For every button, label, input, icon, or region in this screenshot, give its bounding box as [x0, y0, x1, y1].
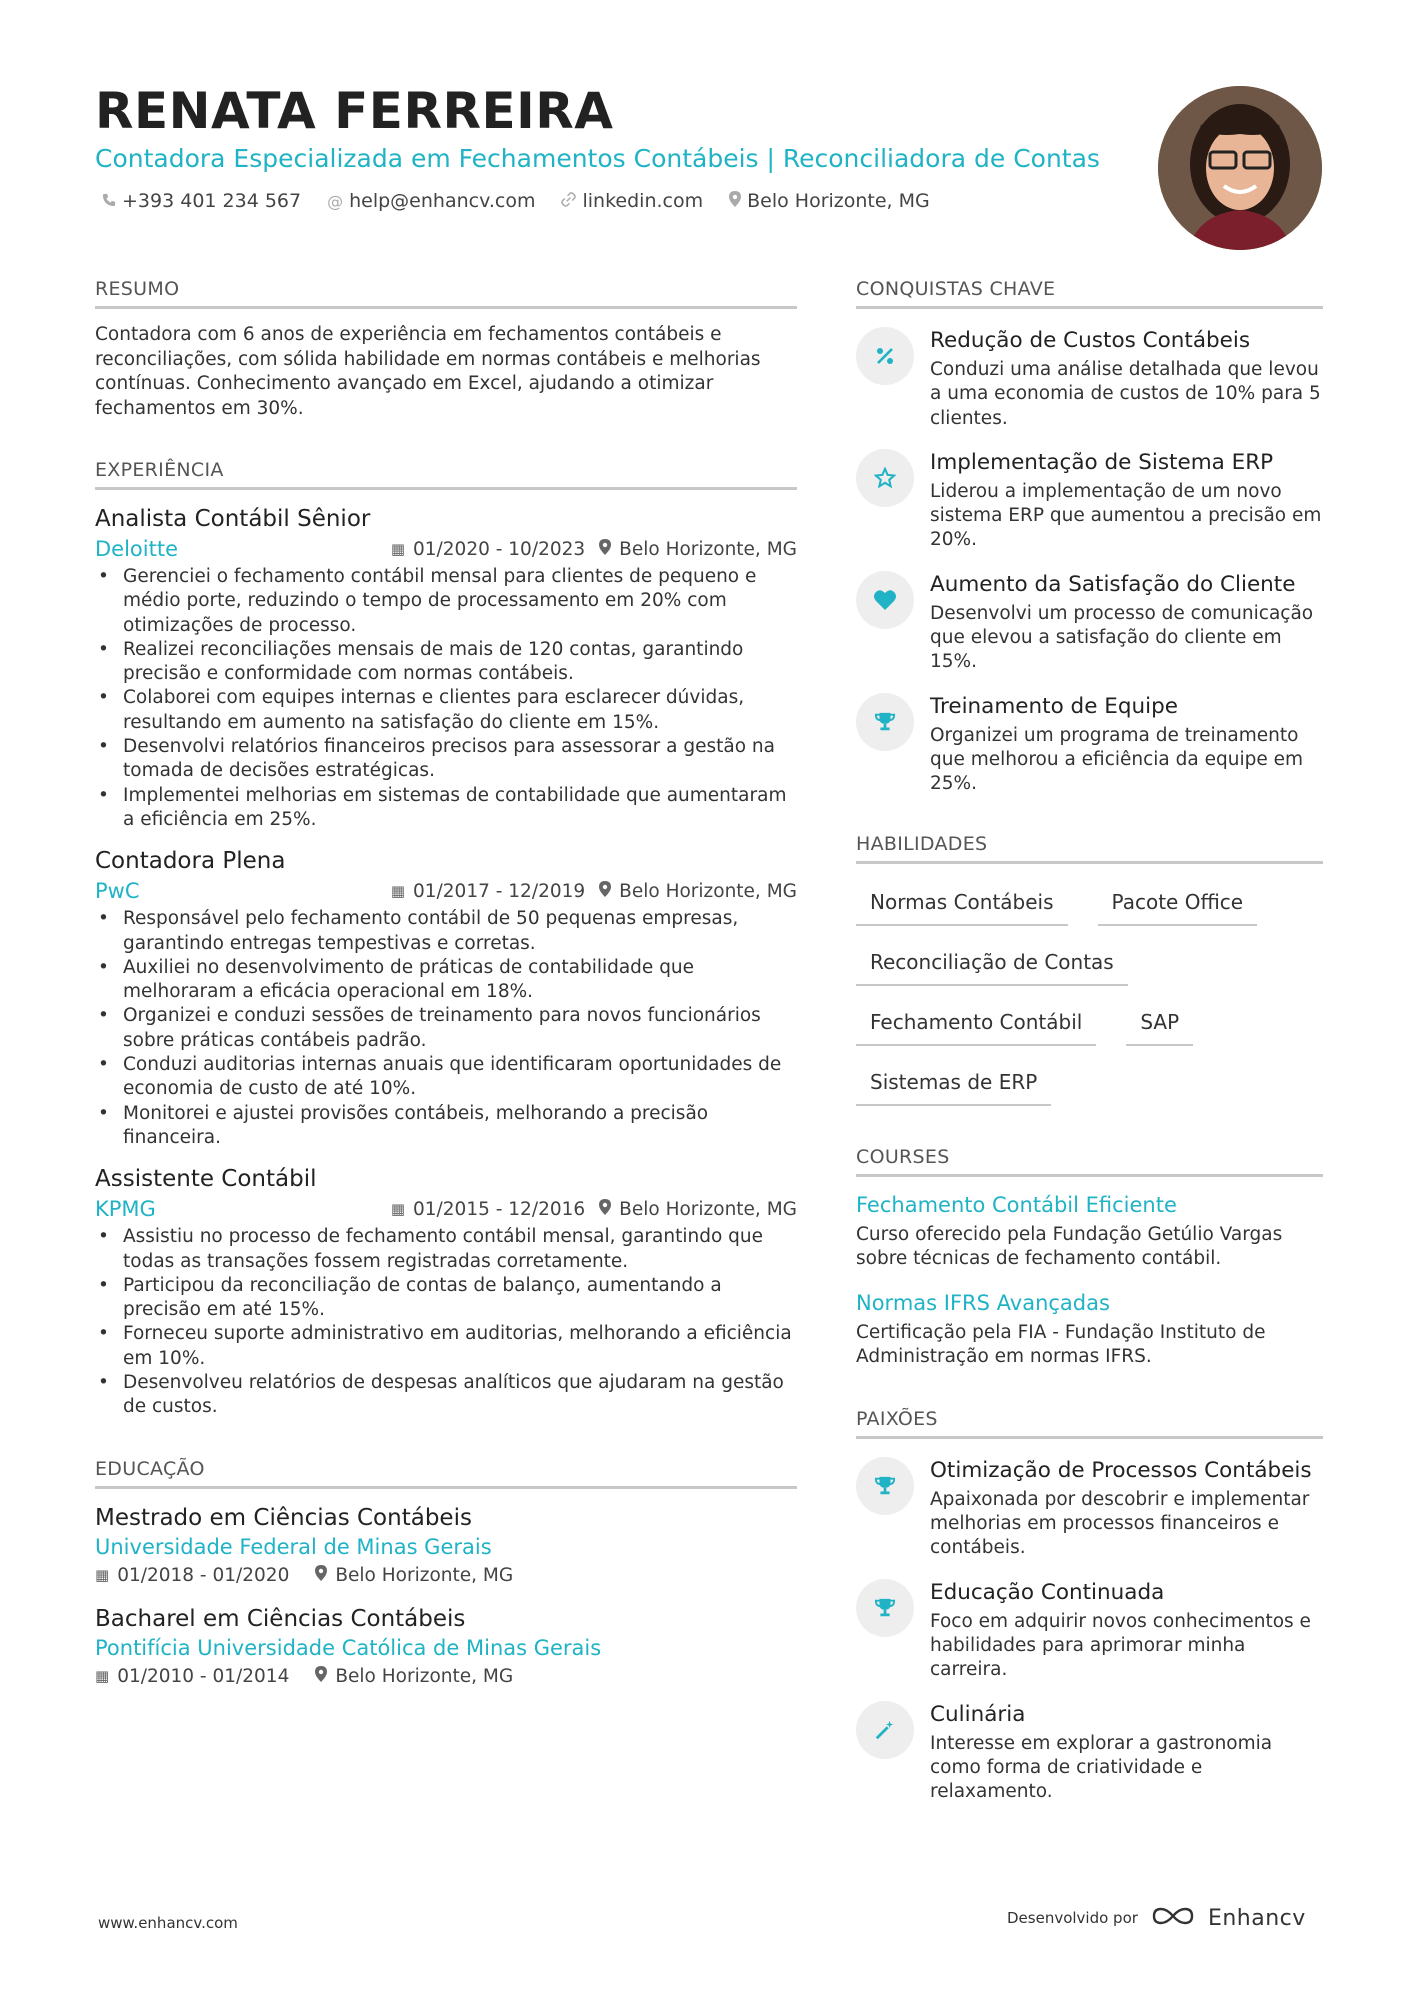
job-location: Belo Horizonte, MG	[619, 1198, 797, 1220]
education-location: Belo Horizonte, MG	[335, 1665, 514, 1687]
skill-tag: Reconciliação de Contas	[856, 940, 1128, 986]
job-entry	[95, 846, 797, 1150]
skills-section-title: HABILIDADES	[856, 833, 1323, 864]
job-location: Belo Horizonte, MG	[619, 880, 797, 902]
education-school: Pontifícia Universidade Católica de Minas Gerais	[95, 1635, 602, 1660]
job-company: Deloitte	[95, 537, 178, 561]
course-item	[856, 1289, 1323, 1370]
trophy-icon	[856, 693, 914, 751]
powered-by-label: Desenvolvido por	[1007, 1909, 1138, 1927]
trophy-icon	[856, 1457, 914, 1515]
job-bullet: • Responsável pelo fechamento contábil de 50 pequenas empresas, garantindo entregas tempestivas e corretas.	[95, 907, 797, 956]
calendar-icon: ▦	[95, 1667, 110, 1686]
skill-tag: Pacote Office	[1098, 880, 1258, 926]
at-icon: @	[327, 191, 344, 211]
job-bullet: • Organizei e conduzi sessões de treinamento para novos funcionários sobre práticas contábeis padrão.	[95, 1004, 797, 1053]
job-title: Assistente Contábil	[95, 1166, 317, 1193]
job-bullets	[95, 1225, 797, 1419]
course-desc: Certificação pela FIA - Fundação Instituto de Administração em normas IFRS.	[856, 1322, 1266, 1368]
candidate-headline: Contadora Especializada em Fechamentos Contábeis | Reconciliadora de Contas	[95, 144, 1100, 173]
education-entry	[95, 1503, 797, 1586]
heart-icon	[856, 571, 914, 629]
trophy-icon	[856, 1579, 914, 1637]
location-icon	[315, 1565, 327, 1585]
experience-section-title: EXPERIÊNCIA	[95, 459, 797, 490]
education-school: Universidade Federal de Minas Gerais	[95, 1534, 492, 1559]
calendar-icon: ▦	[390, 1200, 405, 1219]
passion-item	[856, 1457, 1323, 1561]
achievement-title: Aumento da Satisfação do Cliente	[930, 571, 1296, 597]
left-column	[95, 278, 797, 1687]
achievement-item	[856, 571, 1323, 675]
education-degree: Mestrado em Ciências Contábeis	[95, 1504, 472, 1531]
education-entry	[95, 1604, 797, 1687]
education-section-title: EDUCAÇÃO	[95, 1458, 797, 1489]
location-icon	[599, 1199, 611, 1219]
job-entry	[95, 1164, 797, 1419]
skills-list	[856, 880, 1323, 1120]
phone-icon	[102, 192, 116, 211]
candidate-name: RENATA FERREIRA	[95, 82, 614, 140]
job-company: PwC	[95, 879, 140, 904]
skill-tag: Fechamento Contábil	[856, 1000, 1096, 1046]
achievement-desc: Conduzi uma análise detalhada que levou a uma economia de custos de 10% para 5 clientes.	[930, 359, 1321, 429]
courses-section-title: COURSES	[856, 1146, 1323, 1177]
job-bullets	[95, 565, 797, 832]
passion-desc: Interesse em explorar a gastronomia como forma de criatividade e relaxamento.	[930, 1732, 1273, 1803]
education-dates: 01/2018 - 01/2020	[117, 1564, 290, 1586]
job-bullet: • Assistiu no processo de fechamento contábil mensal, garantindo que todas as transações fossem registradas corretamente.	[95, 1225, 797, 1274]
job-location: Belo Horizonte, MG	[619, 538, 797, 560]
calendar-icon: ▦	[390, 882, 405, 901]
achievement-title: Implementação de Sistema ERP	[930, 449, 1274, 475]
footer-branding[interactable]	[1007, 1905, 1306, 1931]
course-title: Normas IFRS Avançadas	[856, 1291, 1110, 1316]
footer-website[interactable]: www.enhancv.com	[98, 1914, 238, 1932]
job-bullet: • Implementei melhorias em sistemas de contabilidade que aumentaram a eficiência em 25%.	[95, 784, 797, 833]
location-icon	[599, 539, 611, 559]
job-dates: 01/2017 - 12/2019	[413, 880, 586, 902]
job-bullet: • Participou da reconciliação de contas de balanço, aumentando a precisão em até 15%.	[95, 1274, 797, 1323]
passion-item	[856, 1579, 1323, 1683]
job-entry	[95, 504, 797, 832]
contact-phone-text: +393 401 234 567	[122, 190, 302, 212]
magic-wand-icon	[856, 1701, 914, 1759]
job-bullet: • Conduzi auditorias internas anuais que identificaram oportunidades de economia de custo de até 10%.	[95, 1053, 797, 1102]
job-title: Contadora Plena	[95, 848, 286, 875]
job-bullet: • Auxiliei no desenvolvimento de práticas de contabilidade que melhoraram a eficácia operacional em 18%.	[95, 956, 797, 1005]
skill-tag: Sistemas de ERP	[856, 1060, 1051, 1106]
contact-email-text: help@enhancv.com	[349, 190, 536, 212]
avatar	[1158, 86, 1322, 250]
passion-title: Culinária	[930, 1701, 1026, 1727]
achievement-desc: Organizei um programa de treinamento que melhorou a eficiência da equipe em 25%.	[930, 724, 1303, 795]
achievements-section-title: CONQUISTAS CHAVE	[856, 278, 1323, 309]
contact-location-text: Belo Horizonte, MG	[747, 190, 930, 212]
passion-title: Educação Continuada	[930, 1579, 1165, 1605]
percent-icon	[856, 327, 914, 385]
contact-linkedin[interactable]	[561, 190, 703, 212]
star-icon	[856, 449, 914, 507]
course-item	[856, 1191, 1323, 1272]
contact-bar	[102, 190, 930, 212]
contact-email[interactable]	[327, 190, 535, 212]
contact-linkedin-text: linkedin.com	[582, 190, 704, 212]
summary-section-title: RESUMO	[95, 278, 797, 309]
job-bullet: • Desenvolvi relatórios financeiros precisos para assessorar a gestão na tomada de decisões estratégicas.	[95, 735, 797, 784]
job-bullet: • Realizei reconciliações mensais de mais de 120 contas, garantindo precisão e conformidade com normas contábeis.	[95, 638, 797, 687]
calendar-icon: ▦	[95, 1566, 110, 1585]
course-title: Fechamento Contábil Eficiente	[856, 1192, 1177, 1217]
education-dates: 01/2010 - 01/2014	[117, 1665, 290, 1687]
calendar-icon: ▦	[390, 540, 405, 558]
job-bullet: • Gerenciei o fechamento contábil mensal para clientes de pequeno e médio porte, reduzindo o tempo de processamento em 20% com otimizações de processo.	[95, 565, 797, 638]
contact-phone[interactable]	[102, 190, 301, 212]
achievement-title: Redução de Custos Contábeis	[930, 328, 1251, 353]
passions-section-title: PAIXÕES	[856, 1408, 1323, 1439]
job-bullets	[95, 907, 797, 1150]
job-bullet: • Desenvolveu relatórios de despesas analíticos que ajudaram na gestão de custos.	[95, 1371, 797, 1420]
location-icon	[729, 191, 741, 211]
brand-name: Enhancv	[1207, 1905, 1306, 1931]
job-bullet: • Monitorei e ajustei provisões contábeis, melhorando a precisão financeira.	[95, 1102, 797, 1151]
achievement-title: Treinamento de Equipe	[930, 693, 1178, 719]
passion-item	[856, 1701, 1323, 1805]
job-bullet: • Forneceu suporte administrativo em auditorias, melhorando a eficiência em 10%.	[95, 1322, 797, 1371]
achievement-item	[856, 449, 1323, 553]
contact-location	[729, 190, 930, 212]
achievement-desc: Liderou a implementação de um novo sistema ERP que aumentou a precisão em 20%.	[930, 480, 1322, 551]
link-icon	[561, 192, 576, 211]
location-icon	[315, 1666, 327, 1686]
location-icon	[599, 881, 611, 901]
job-bullet: • Colaborei com equipes internas e clientes para esclarecer dúvidas, resultando em aumento na satisfação do cliente em 15%.	[95, 686, 797, 735]
achievement-desc: Desenvolvi um processo de comunicação que elevou a satisfação do cliente em 15%.	[930, 602, 1314, 673]
skill-tag: SAP	[1126, 1000, 1193, 1046]
education-degree: Bacharel em Ciências Contábeis	[95, 1605, 466, 1632]
passion-desc: Apaixonada por descobrir e implementar melhorias em processos financeiros e contábeis.	[930, 1488, 1310, 1559]
education-location: Belo Horizonte, MG	[335, 1564, 514, 1586]
passion-title: Otimização de Processos Contábeis	[930, 1457, 1312, 1483]
achievement-item	[856, 327, 1323, 431]
skill-tag: Normas Contábeis	[856, 880, 1068, 926]
job-dates: 01/2020 - 10/2023	[413, 538, 586, 560]
enhancv-logo-icon	[1150, 1905, 1196, 1931]
summary-text: Contadora com 6 anos de experiência em fechamentos contábeis e reconciliações, com sólida habilidade em normas contábeis e melhorias contínuas. Conhecimento avançado em Excel, ajudando a otimizar fechamentos em 30%.	[95, 324, 761, 419]
job-title: Analista Contábil Sênior	[95, 506, 371, 532]
passion-desc: Foco em adquirir novos conhecimentos e habilidades para aprimorar minha carreira.	[930, 1610, 1311, 1681]
right-column	[856, 278, 1323, 1804]
job-dates: 01/2015 - 12/2016	[413, 1198, 586, 1220]
course-desc: Curso oferecido pela Fundação Getúlio Vargas sobre técnicas de fechamento contábil.	[856, 1223, 1283, 1269]
job-company: KPMG	[95, 1197, 156, 1222]
achievement-item	[856, 693, 1323, 797]
